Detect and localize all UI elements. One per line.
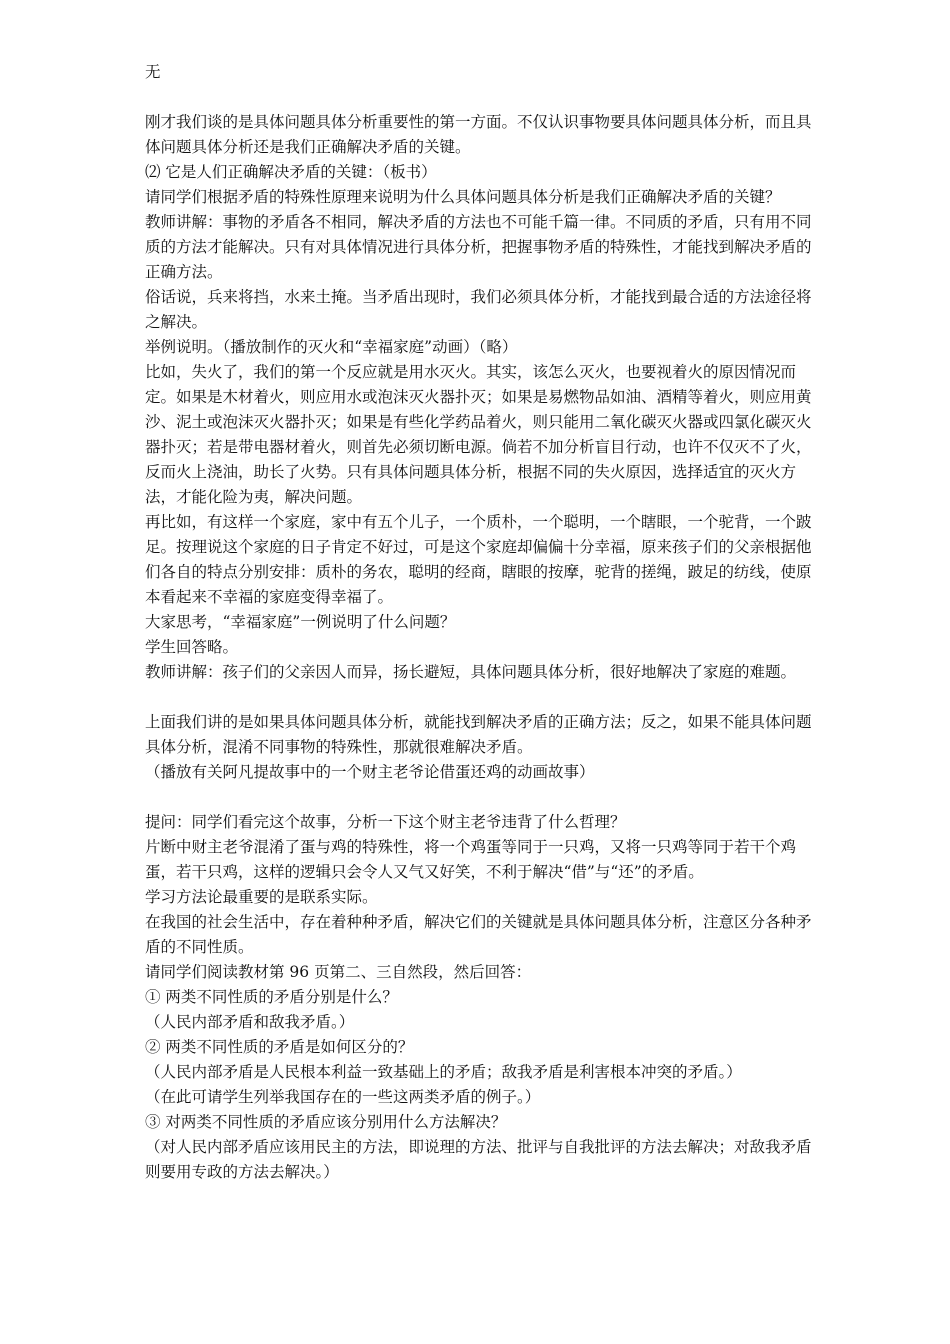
paragraph: （播放有关阿凡提故事中的一个财主老爷论借蛋还鸡的动画故事） xyxy=(145,763,595,781)
paragraph: 在我国的社会生活中，存在着种种矛盾，解决它们的关键就是具体问题具体分析，注意区分各种矛盾的不同性质。 xyxy=(145,913,812,956)
list-item: ① 两类不同性质的矛盾分别是什么？ xyxy=(145,988,398,1006)
answer: （人民内部矛盾是人民根本利益一致基础上的矛盾；敌我矛盾是利害根本冲突的矛盾。） xyxy=(145,1063,742,1081)
paragraph: 学习方法论最重要的是联系实际。 xyxy=(145,888,378,906)
answer: （对人民内部矛盾应该用民主的方法，即说理的方法、批评与自我批评的方法去解决；对敌我矛盾则要用专政的方法去解决。） xyxy=(145,1138,812,1181)
note: （在此可请学生列举我国存在的一些这两类矛盾的例子。） xyxy=(145,1088,541,1106)
paragraph: 上面我们讲的是如果具体问题具体分析，就能找到解决矛盾的正确方法；反之，如果不能具体问题具体分析，混淆不同事物的特殊性，那就很难解决矛盾。 xyxy=(145,713,812,756)
document-page xyxy=(145,60,825,1185)
paragraph: 比如，失火了，我们的第一个反应就是用水灭火。其实，该怎么灭火，也要视着火的原因情况而定。如果是木材着火，则应用水或泡沫灭火器扑灭；如果是易燃物品如油、酒精等着火，则应用黄沙、泥土或泡沫灭火器扑灭；如果是有些化学药品着火，则只能用二氧化碳灭火器或四氯化碳灭火器扑灭；若是带电器材着火，则首先必须切断电源。倘若不加分析盲目行动，也许不仅灭不了火，反而火上浇油，助长了火势。只有具体问题具体分析，根据不同的失火原因，选择适宜的灭火方法，才能化险为夷，解决问题。 xyxy=(145,363,812,506)
paragraph: 片断中财主老爷混淆了蛋与鸡的特殊性，将一个鸡蛋等同于一只鸡，又将一只鸡等同于若干个鸡蛋，若干只鸡，这样的逻辑只会令人又气又好笑，不利于解决“借”与“还”的矛盾。 xyxy=(145,838,797,881)
blank-line xyxy=(145,685,825,710)
list-item: ② 两类不同性质的矛盾是如何区分的？ xyxy=(145,1038,414,1056)
blank-line xyxy=(145,785,825,810)
question: 请同学们根据矛盾的特殊性原理来说明为什么具体问题具体分析是我们正确解决矛盾的关键？ xyxy=(145,188,781,206)
question: 大家思考，“幸福家庭”一例说明了什么问题？ xyxy=(145,613,456,631)
paragraph: 再比如，有这样一个家庭，家中有五个儿子，一个质朴，一个聪明，一个瞎眼，一个驼背，一个跛足。按理说这个家庭的日子肯定不好过，可是这个家庭却偏偏十分幸福，原来孩子们的父亲根据他们各自的特点分别安排：质朴的务农，聪明的经商，瞎眼的按摩，驼背的搓绳，跛足的纺线，使原本看起来不幸福的家庭变得幸福了。 xyxy=(145,513,812,606)
paragraph: 学生回答略。 xyxy=(145,638,239,656)
paragraph: 请同学们阅读教材第 96 页第二、三自然段，然后回答： xyxy=(145,963,532,981)
paragraph: 俗话说，兵来将挡，水来土掩。当矛盾出现时，我们必须具体分析，才能找到最合适的方法途径将之解决。 xyxy=(145,288,812,331)
question: 提问：同学们看完这个故事，分析一下这个财主老爷违背了什么哲理？ xyxy=(145,813,626,831)
page-header: 无 xyxy=(145,63,161,81)
paragraph: 教师讲解：孩子们的父亲因人而异，扬长避短，具体问题具体分析，很好地解决了家庭的难题。 xyxy=(145,663,797,681)
answer: （人民内部矛盾和敌我矛盾。） xyxy=(145,1013,355,1031)
section-heading: ⑵ 它是人们正确解决矛盾的关键：（板书） xyxy=(145,163,437,181)
paragraph: 举例说明。（播放制作的灭火和“幸福家庭”动画）（略） xyxy=(145,338,518,356)
paragraph: 刚才我们谈的是具体问题具体分析重要性的第一方面。不仅认识事物要具体问题具体分析，而且具体问题具体分析还是我们正确解决矛盾的关键。 xyxy=(145,113,812,156)
list-item: ③ 对两类不同性质的矛盾应该分别用什么方法解决？ xyxy=(145,1113,507,1131)
paragraph: 教师讲解：事物的矛盾各不相同，解决矛盾的方法也不可能千篇一律。不同质的矛盾，只有用不同质的方法才能解决。只有对具体情况进行具体分析，把握事物矛盾的特殊性，才能找到解决矛盾的正确方法。 xyxy=(145,213,812,281)
